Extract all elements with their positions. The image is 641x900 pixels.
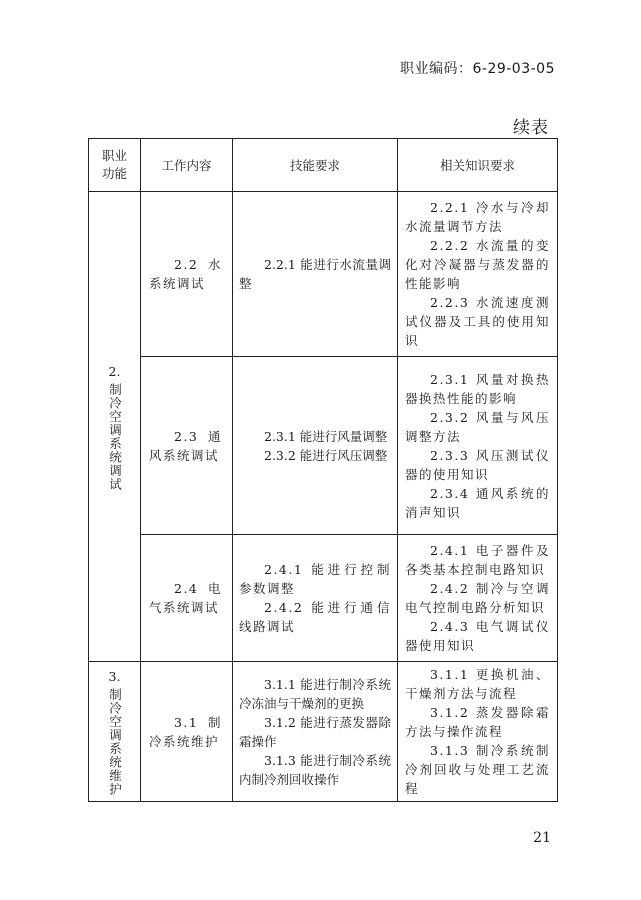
knowledge-cell bbox=[398, 357, 558, 535]
skill-item: 3.1.3 能进行制冷系统内制冷剂回收操作 bbox=[239, 752, 391, 787]
function-cell bbox=[89, 192, 141, 662]
knowledge-cell bbox=[398, 662, 558, 802]
skill-item: 2.2.1 能进行水流量调整 bbox=[239, 257, 391, 291]
knowledge-item: 2.4.3 电气调试仪器使用知识 bbox=[405, 619, 550, 653]
knowledge-item: 2.2.3 水流速度测试仪器及工具的使用知识 bbox=[405, 295, 550, 348]
column-header-function: 职业功能 bbox=[89, 139, 141, 192]
work-content: 2.2 水系统调试 bbox=[149, 257, 222, 291]
work-content: 3.1 制冷系统维护 bbox=[149, 714, 222, 749]
skill-item: 3.1.2 能进行蒸发器除霜操作 bbox=[239, 714, 391, 749]
work-content-cell bbox=[141, 662, 233, 802]
function-cell bbox=[89, 662, 141, 802]
skill-item: 3.1.1 能进行制冷系统冷冻油与干燥剂的更换 bbox=[239, 676, 391, 711]
skill-item: 2.4.2 能进行通信线路调试 bbox=[239, 600, 391, 634]
column-header-skill: 技能要求 bbox=[233, 139, 398, 192]
knowledge-item: 2.3.2 风量与风压调整方法 bbox=[405, 409, 550, 444]
knowledge-item: 2.4.2 制冷与空调电气控制电路分析知识 bbox=[405, 581, 550, 615]
function-number: 3. bbox=[108, 669, 121, 684]
skill-cell bbox=[233, 192, 398, 357]
knowledge-item: 2.3.1 风量对换热器换热性能的影响 bbox=[405, 371, 550, 406]
table-row bbox=[89, 192, 558, 357]
work-content-cell bbox=[141, 192, 233, 357]
column-header-work: 工作内容 bbox=[141, 139, 233, 192]
table-row bbox=[89, 535, 558, 662]
skill-item: 2.3.1 能进行风量调整 bbox=[264, 428, 388, 444]
continued-label: 续表 bbox=[513, 118, 549, 138]
work-content: 2.4 电气系统调试 bbox=[149, 581, 222, 615]
skill-cell bbox=[233, 662, 398, 802]
table-row bbox=[89, 662, 558, 802]
knowledge-item: 2.3.3 风压测试仪器的使用知识 bbox=[405, 447, 550, 482]
work-content-cell bbox=[141, 357, 233, 535]
knowledge-item: 3.1.3 制冷系统制冷剂回收与处理工艺流程 bbox=[405, 743, 550, 796]
knowledge-item: 2.4.1 电子器件及各类基本控制电路知识 bbox=[405, 543, 550, 577]
knowledge-item: 3.1.1 更换机油、干燥剂方法与流程 bbox=[405, 667, 550, 701]
table-row bbox=[89, 357, 558, 535]
knowledge-item: 2.2.2 水流量的变化对冷凝器与蒸发器的性能影响 bbox=[405, 238, 550, 291]
skills-table bbox=[88, 138, 558, 802]
knowledge-cell bbox=[398, 535, 558, 662]
column-header-knowledge: 相关知识要求 bbox=[398, 139, 558, 192]
skill-item: 2.3.2 能进行风压调整 bbox=[264, 447, 388, 463]
knowledge-item: 2.3.4 通风系统的消声知识 bbox=[405, 485, 550, 520]
knowledge-item: 3.1.2 蒸发器除霜方法与操作流程 bbox=[405, 705, 550, 739]
skill-item: 2.4.1 能进行控制参数调整 bbox=[239, 562, 391, 596]
skill-cell bbox=[233, 535, 398, 662]
function-label: 制冷空调系统维护 bbox=[107, 688, 123, 796]
work-content-cell bbox=[141, 535, 233, 662]
knowledge-cell bbox=[398, 192, 558, 357]
occupation-code: 职业编码：6-29-03-05 bbox=[399, 61, 555, 77]
work-content: 2.3 通风系统调试 bbox=[149, 428, 222, 463]
knowledge-item: 2.2.1 冷水与冷却水流量调节方法 bbox=[405, 200, 550, 234]
table-header-row bbox=[89, 139, 558, 192]
skill-cell bbox=[233, 357, 398, 535]
page-number: 21 bbox=[533, 830, 551, 846]
function-label: 制冷空调系统调试 bbox=[107, 383, 123, 491]
function-number: 2. bbox=[108, 364, 121, 379]
